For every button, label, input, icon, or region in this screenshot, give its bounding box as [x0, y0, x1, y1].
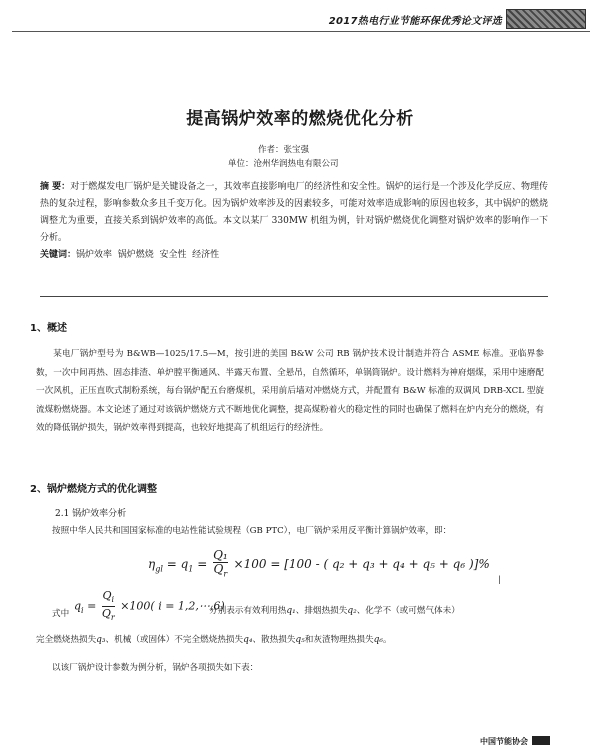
line-b-mid2: 、散热损失 [252, 635, 296, 645]
formula2-denominator [102, 607, 115, 624]
q5-symbol: q₅ [295, 635, 305, 645]
unit-line [228, 157, 339, 169]
section-1-heading: 1、概述 [30, 323, 67, 334]
margin-tick: | [498, 575, 501, 584]
formula2-lhs-sub: i [81, 605, 84, 615]
abstract-rule [40, 296, 548, 297]
efficiency-formula: $\eta_{gl} = q_1$ = $\frac{\text{Q₁}}{Q_r}$ ×100 = [100 - ( q₂ + q₃ + q₄ + q₅ + q₆ )]% [148, 548, 490, 579]
section-2-intro: 按照中华人民共和国国家标准的电站性能试验规程（GB PTC），电厂锅炉采用反平衡计算锅炉效率，即： [52, 526, 452, 536]
formula1-den-symbol: Q [213, 562, 224, 576]
article-title: 提高锅炉效率的燃烧优化分析 [186, 109, 414, 129]
formula1-q1: = q [166, 557, 189, 572]
footer-org: 中国节能协会 [480, 737, 528, 745]
unit-label: 单位： [228, 159, 254, 169]
line-a-prefix: 分别表示有效利用热 [209, 606, 287, 616]
loss-description-line-2 [36, 633, 392, 645]
formula1-q1-sub: 1 [188, 564, 194, 574]
author-line [258, 143, 309, 155]
q3-symbol: q₃ [96, 635, 106, 645]
formula2-num-sub: i [111, 595, 115, 605]
formula2-eq: = [87, 599, 97, 613]
section-1-paragraph: 某电厂锅炉型号为 B&WB—1025/17.5—M，按引进的美国 B&W 公司 RB 锅炉技术设计制造并符合 ASME 标准。亚临界参数，一次中间再热、固态排渣、单炉膛平衡通风、半露天布置、全悬吊，自然循环，单锅筒锅炉。设计燃料为神府烟煤，采用中速磨配一次风机，正压直吹式制粉系统，每台锅炉配五台磨煤机，采用前后墙对冲燃烧方式，并配置有 B&W 标准的双调风 DRB-XCL 型旋流煤粉燃烧器。本文论述了通过对该锅炉燃烧方式不断地优化调整，提高煤粉着火的稳定性的同时也确保了燃料在炉内充分的燃烧，有效的降低锅炉损失，锅炉效率得到提高，也较好地提高了机组运行的经济性。 [36, 349, 544, 434]
loss-description-line-1 [209, 604, 460, 616]
line-a-end: 、化学不（或可燃气体未） [356, 606, 460, 616]
q1-symbol: q₁ [286, 606, 296, 616]
formula1-numerator: Q₁ [213, 548, 228, 562]
formula2-fraction [102, 589, 115, 624]
abstract [40, 179, 548, 264]
abstract-text: 对于燃煤发电厂锅炉是关键设备之一，其效率直接影响电厂的经济性和安全性。锅炉的运行是一个涉及化学反应、物理传热的复杂过程，影响参数众多且千变万化。因为锅炉效率涉及的因素较多，可能对效率造成影响的原因也较多，其中锅炉的燃烧调整尤为重要，直接关系到锅炉效率的高低。本文以某厂 330MW 机组为例，针对锅炉燃烧优化调整对锅炉效率的影响作一下分析。 [40, 182, 548, 243]
section-2-heading: 2、锅炉燃烧方式的优化调整 [30, 484, 157, 495]
footer-page-mark [532, 736, 550, 745]
keywords [40, 247, 548, 264]
formula2-tail: ×100( i = 1,2,⋯,6) [120, 599, 225, 613]
line-b-mid3: 和灰渣物理热损失 [304, 635, 374, 645]
author-label: 作者： [258, 145, 284, 155]
line-b-prefix: 完全燃烧热损失 [36, 635, 97, 645]
formula1-fraction [213, 549, 228, 580]
formula1-denominator [213, 563, 228, 580]
keywords-text: 锅炉效率 锅炉燃烧 安全性 经济性 [76, 250, 220, 260]
formula2-den-symbol: Q [101, 607, 111, 621]
abstract-label: 摘 要： [40, 182, 71, 192]
formula1-lhs: η [148, 557, 156, 572]
author-name: 张宝强 [283, 145, 310, 155]
header-rule [12, 31, 590, 32]
formula1-lhs-sub: gl [155, 564, 163, 574]
line-a-mid: 、排烟热损失 [295, 606, 348, 616]
formula2-num-symbol: Q [102, 589, 112, 602]
journal-title: 2017热电行业节能环保优秀论文评选 [328, 16, 502, 27]
section-2-1-heading: 2.1 锅炉效率分析 [55, 509, 127, 519]
formula2-numerator [102, 589, 115, 607]
formula2-lhs: q [74, 599, 82, 613]
closing-sentence: 以该厂锅炉设计参数为例分析，锅炉各项损失如下表： [52, 663, 259, 673]
running-header [0, 0, 600, 36]
formula1-den-sub: r [223, 569, 228, 579]
formula2-den-sub: r [110, 613, 115, 623]
formula1-tail: ×100 = [100 - ( q₂ + q₃ + q₄ + q₅ + q₆ )]% [233, 557, 490, 572]
where-label: 式中 [52, 609, 70, 619]
keywords-label: 关键词： [40, 250, 77, 260]
journal-logo [506, 9, 586, 29]
unit-name: 沧州华润热电有限公司 [253, 159, 339, 169]
line-b-end: 。 [382, 635, 392, 645]
q4-symbol: q₄ [243, 635, 253, 645]
q6-symbol: q₆ [373, 635, 383, 645]
q2-symbol: q₂ [347, 606, 357, 616]
loss-formula [74, 589, 225, 624]
line-b-mid1: 、机械（或固体）不完全燃烧热损失 [105, 635, 244, 645]
